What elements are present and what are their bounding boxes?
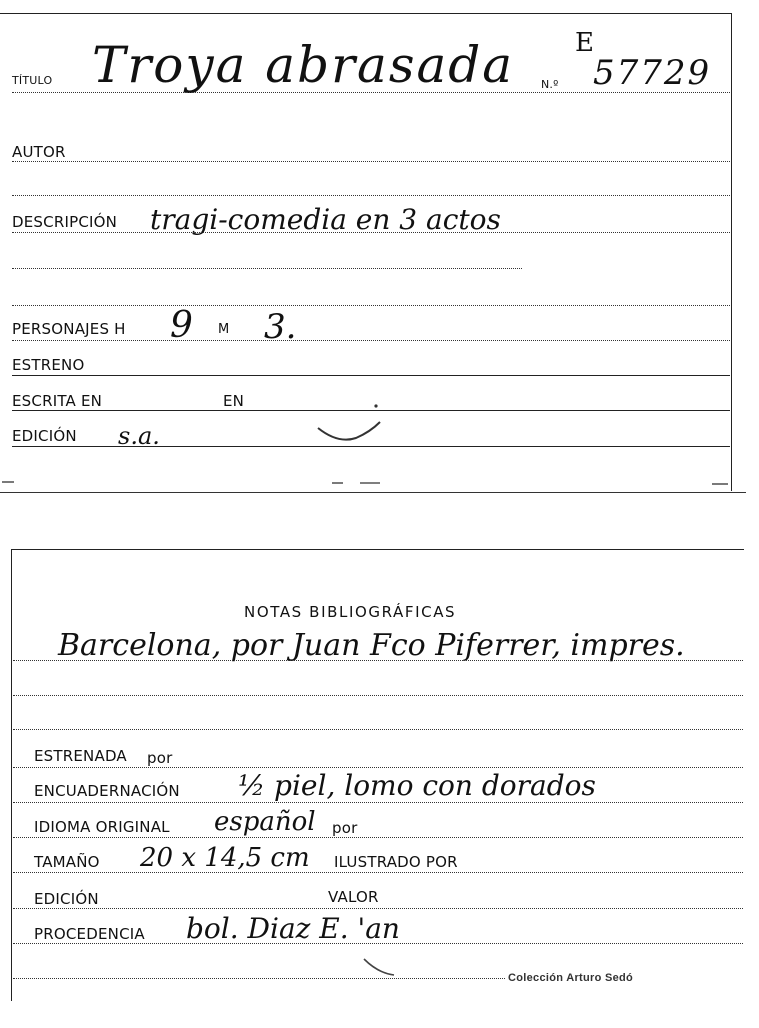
- encuadernacion-value: ½ piel, lomo con dorados: [238, 769, 596, 802]
- edicion-label: EDICIÓN: [12, 427, 77, 445]
- notas-rule-1: [13, 660, 743, 661]
- descripcion-label: DESCRIPCIÓN: [12, 213, 118, 231]
- autor-rule-2: [12, 195, 730, 196]
- encuadernacion-rule: [13, 802, 743, 803]
- descripcion-rule-3: [12, 305, 730, 306]
- encuadernacion-label: ENCUADERNACIÓN: [34, 782, 180, 800]
- top-catalog-card: [0, 0, 746, 494]
- notas-rule-3: [13, 729, 743, 730]
- card2-left-edge: [11, 549, 12, 1001]
- titulo-rule: [12, 92, 730, 93]
- footer-rule: [13, 978, 505, 979]
- estrenada-por: por: [147, 749, 173, 767]
- idioma-value: español: [214, 807, 316, 837]
- notas-heading: NOTAS BIBLIOGRÁFICAS: [244, 603, 457, 621]
- pen-stroke-mark: [310, 400, 390, 446]
- edicion-value: s.a.: [118, 422, 160, 450]
- numero-value: 57729: [593, 53, 712, 93]
- card2-top-edge: [11, 549, 744, 550]
- personajes-m-value: 3.: [264, 307, 297, 347]
- personajes-h-value: 9: [170, 305, 193, 346]
- autor-rule: [12, 161, 730, 162]
- procedencia-rule: [13, 943, 743, 944]
- bottom-catalog-card: [0, 541, 746, 1001]
- numero-prefix: E: [575, 28, 594, 58]
- numero-label: N.º: [541, 78, 559, 91]
- coleccion-footer: Colección Arturo Sedó: [508, 972, 634, 984]
- ilustrado-label: ILUSTRADO POR: [334, 853, 458, 871]
- card-lower-dashes: [0, 474, 746, 490]
- card-top-edge: [0, 13, 732, 14]
- personajes-label: PERSONAJES H: [12, 320, 126, 338]
- idioma-label: IDIOMA ORIGINAL: [34, 818, 170, 836]
- edicion2-rule: [13, 908, 743, 909]
- titulo-label: TÍTULO: [12, 74, 53, 87]
- edicion2-label: EDICIÓN: [34, 890, 99, 908]
- descripcion-rule: [12, 232, 730, 233]
- tamano-label: TAMAÑO: [34, 853, 100, 871]
- procedencia-value: bol. Diaz E. 'an: [186, 912, 400, 945]
- tamano-value: 20 x 14,5 cm: [140, 843, 310, 873]
- titulo-value: Troya abrasada: [92, 36, 515, 94]
- tamano-rule: [13, 872, 743, 873]
- notas-rule-2: [13, 695, 743, 696]
- escrita-en-label: ESCRITA EN: [12, 392, 103, 410]
- descripcion-rule-2: [12, 268, 522, 269]
- card-right-edge: [731, 13, 732, 491]
- personajes-m-label: M: [218, 322, 230, 337]
- en-label: EN: [223, 392, 245, 410]
- card-bottom-edge: [0, 492, 746, 493]
- personajes-rule: [12, 340, 730, 341]
- estrenada-label: ESTRENADA: [34, 747, 127, 765]
- idioma-por: por: [332, 819, 358, 837]
- idioma-rule: [13, 837, 743, 838]
- edicion-rule: [12, 446, 730, 447]
- estreno-label: ESTRENO: [12, 356, 85, 374]
- estrenada-rule: [13, 767, 743, 768]
- valor-label: VALOR: [328, 888, 379, 906]
- procedencia-label: PROCEDENCIA: [34, 925, 145, 943]
- descripcion-value: tragi-comedia en 3 actos: [150, 203, 501, 236]
- autor-label: AUTOR: [12, 143, 66, 161]
- notas-value: Barcelona, por Juan Fco Piferrer, impres.: [58, 628, 685, 663]
- estreno-rule: [12, 375, 730, 376]
